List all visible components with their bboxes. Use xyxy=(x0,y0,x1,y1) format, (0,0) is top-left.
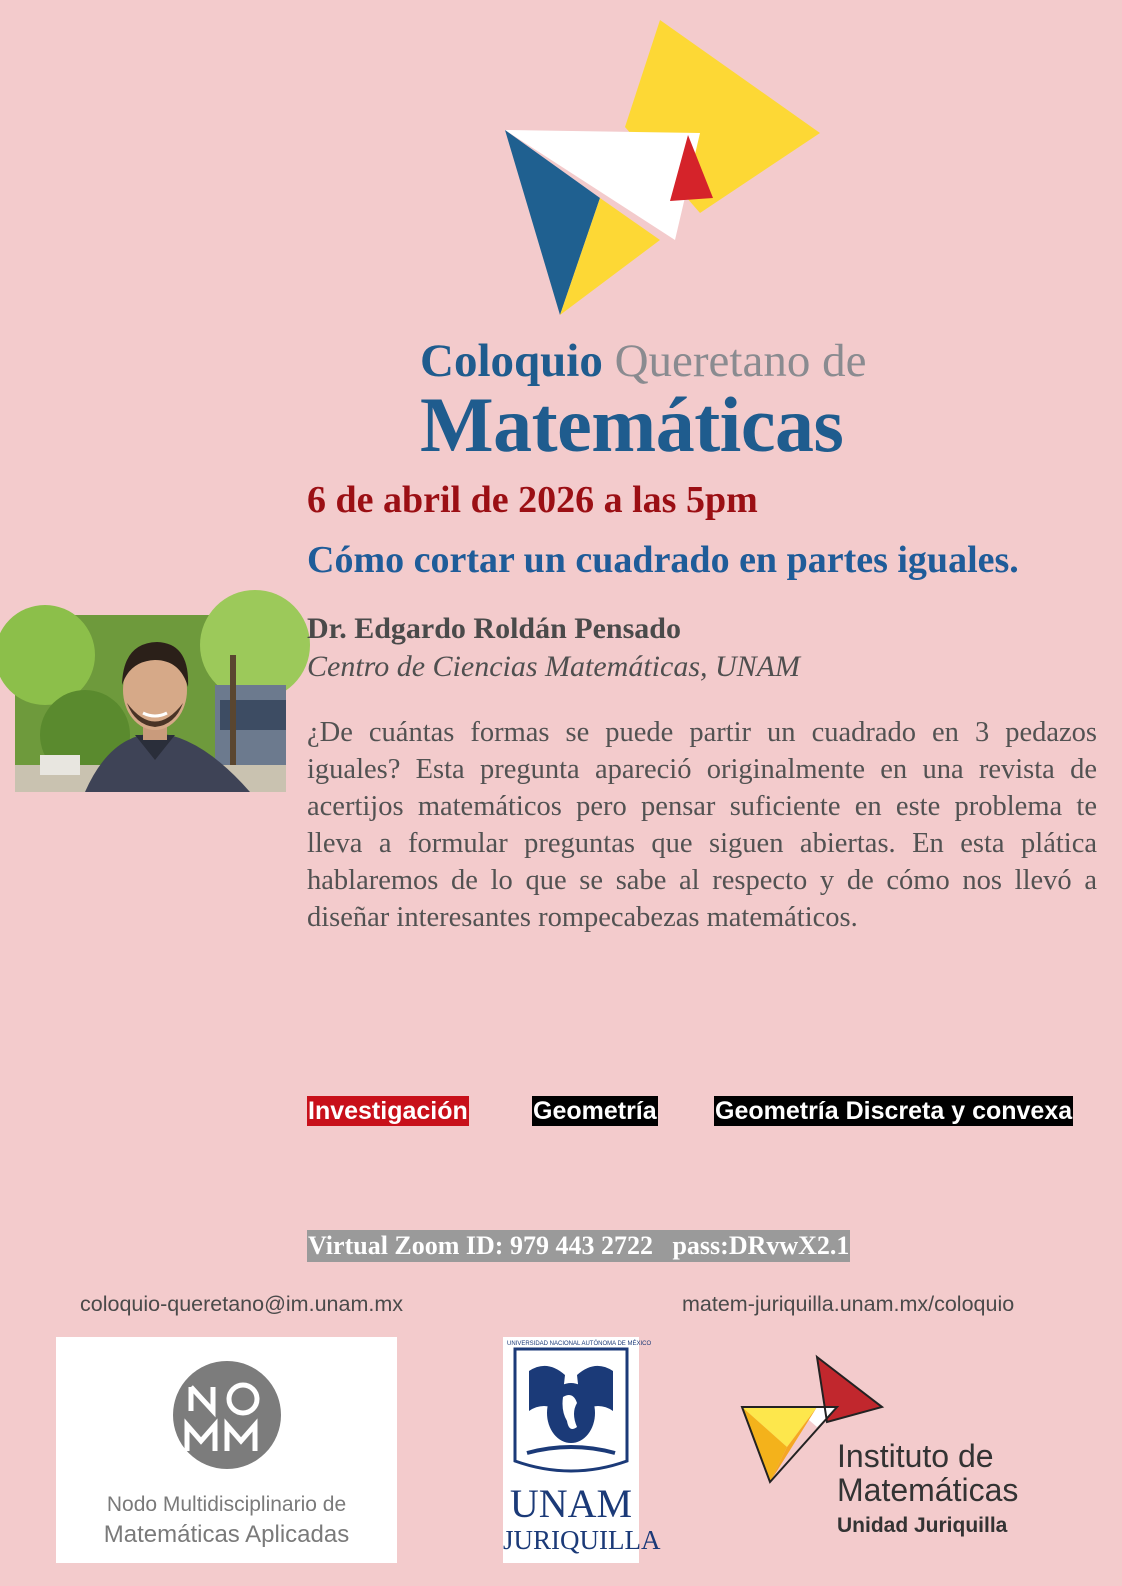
tag-investigacion: Investigación xyxy=(308,1097,468,1125)
tag-geometria-discreta: Geometría Discreta y convexa xyxy=(715,1097,1073,1125)
colloquium-logo-mark xyxy=(500,15,820,325)
colloquium-brand-title xyxy=(420,335,900,468)
brand-word-coloquio: Coloquio xyxy=(420,335,603,387)
tag-geometria: Geometría xyxy=(533,1097,657,1125)
speaker-affiliation: Centro de Ciencias Matemáticas, UNAM xyxy=(307,650,800,683)
speaker-name: Dr. Edgardo Roldán Pensado xyxy=(307,612,681,645)
brand-word-queretano: Queretano de xyxy=(614,335,867,387)
speaker-photo xyxy=(15,615,286,792)
imate-line3: Unidad Juriquilla xyxy=(837,1514,1008,1537)
nomma-line2: Matemáticas Aplicadas xyxy=(103,1521,350,1548)
imate-line2: Matemáticas xyxy=(837,1472,1019,1508)
unam-seal-text: UNIVERSIDAD NACIONAL AUTÓNOMA DE MÉXICO xyxy=(507,1341,652,1347)
zoom-info: Virtual Zoom ID: 979 443 2722 pass:DRvwX2.1 xyxy=(308,1231,850,1260)
instituto-matematicas-logo xyxy=(742,1352,1072,1552)
unam-line1: UNAM xyxy=(509,1481,633,1526)
nomma-emblem-icon xyxy=(171,1359,283,1471)
nomma-logo xyxy=(56,1337,397,1563)
imate-line1: Instituto de xyxy=(837,1438,994,1474)
website-link[interactable]: matem-juriquilla.unam.mx/coloquio xyxy=(682,1292,1015,1316)
contact-email[interactable]: coloquio-queretano@im.unam.mx xyxy=(80,1292,403,1316)
talk-title: Cómo cortar un cuadrado en partes iguales. xyxy=(307,539,1019,581)
brand-word-matematicas: Matemáticas xyxy=(420,381,844,468)
unam-juriquilla-logo xyxy=(503,1337,661,1563)
unam-seal-icon xyxy=(507,1341,652,1483)
unam-line2: JURIQUILLA xyxy=(503,1525,661,1555)
nomma-line1: Nodo Multidisciplinario de xyxy=(106,1493,347,1516)
event-date: 6 de abril de 2026 a las 5pm xyxy=(307,479,758,521)
talk-abstract: ¿De cuántas formas se puede partir un cuadrado en 3 pedazos iguales? Esta pregunta apareció originalmente en una revista de acertijos matemáticos pero pensar suficiente en este problema te lleva a formular preguntas que siguen abiertas. En esta plática hablaremos de lo que se sabe al respecto y de cómo nos llevó a diseñar interesantes rompecabezas matemáticos. xyxy=(307,717,1097,933)
